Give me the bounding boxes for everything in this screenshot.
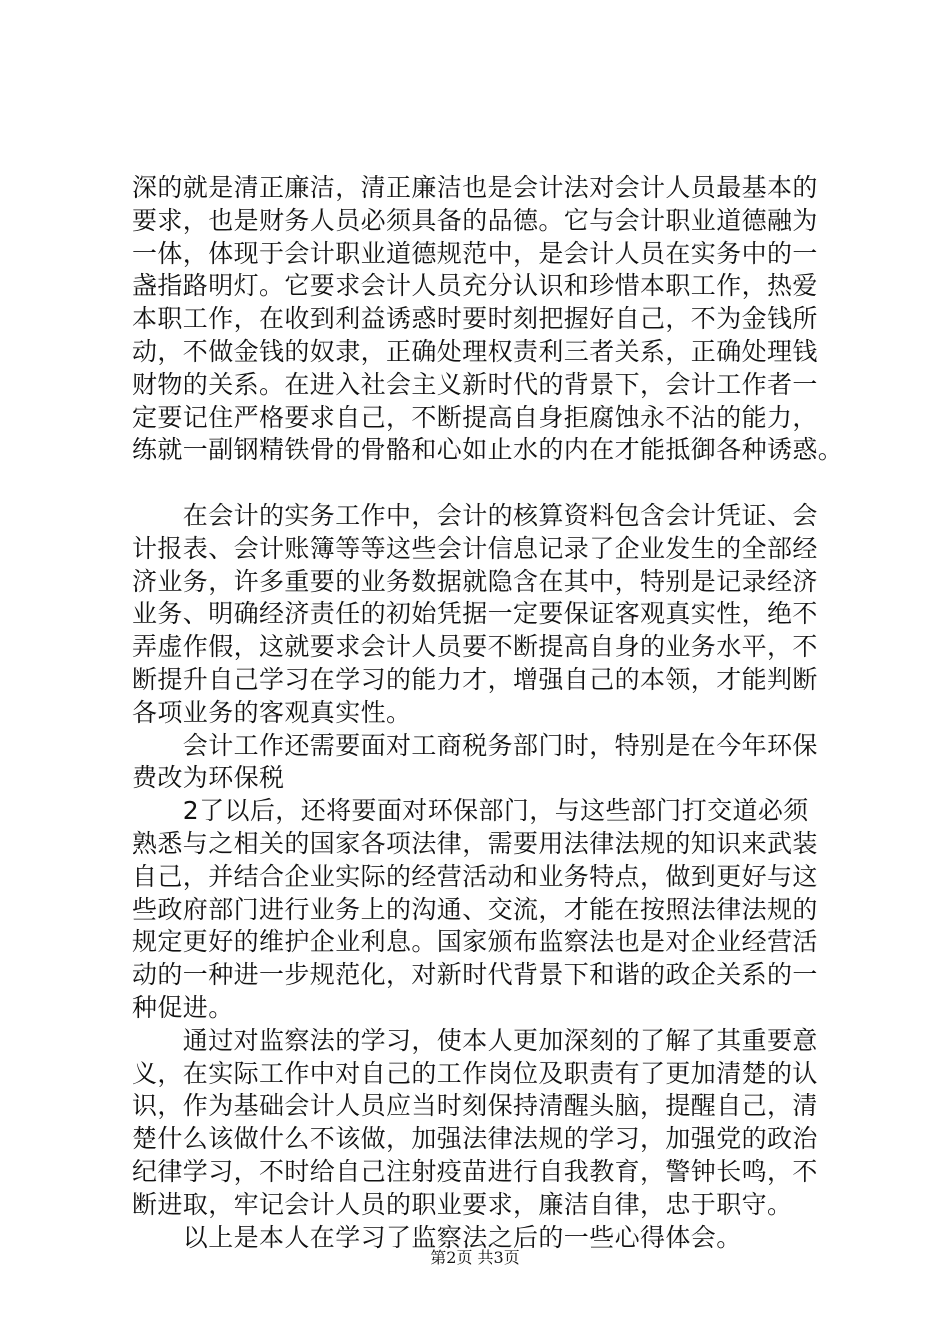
text-line: 规定更好的维护企业利息。国家颁布监察法也是对企业经营活 bbox=[132, 927, 818, 957]
text-line: 业务、明确经济责任的初始凭据一定要保证客观真实性，绝不 bbox=[132, 599, 818, 629]
text-line: 定要记住严格要求自己，不断提高自身拒腐蚀永不沾的能力， bbox=[132, 402, 818, 432]
text-line: 要求，也是财务人员必须具备的品德。它与会计职业道德融为 bbox=[132, 205, 818, 235]
text-line: 弄虚作假，这就要求会计人员要不断提高自身的业务水平，不 bbox=[132, 632, 818, 662]
text-line: 济业务，许多重要的业务数据就隐含在其中，特别是记录经济 bbox=[132, 566, 818, 596]
text-line: 通过对监察法的学习，使本人更加深刻的了解了其重要意 bbox=[132, 1025, 818, 1055]
paragraph-block-1 bbox=[132, 172, 844, 467]
paragraph-gap bbox=[132, 467, 832, 500]
text-line: 会计工作还需要面对工商税务部门时，特别是在今年环保 bbox=[132, 730, 818, 760]
text-line: 深的就是清正廉洁，清正廉洁也是会计法对会计人员最基本的 bbox=[132, 173, 818, 202]
text-line: 各项业务的客观真实性。 bbox=[132, 697, 412, 727]
text-line: 断进取，牢记会计人员的职业要求，廉洁自律，忠于职守。 bbox=[132, 1189, 793, 1219]
document-body bbox=[132, 172, 844, 1254]
text-line: 在会计的实务工作中，会计的核算资料包含会计凭证、会 bbox=[132, 500, 818, 530]
text-line: 费改为环保税 bbox=[132, 763, 285, 793]
text-line: 种促进。 bbox=[132, 992, 234, 1022]
text-line: 本职工作，在收到利益诱惑时要时刻把握好自己，不为金钱所 bbox=[132, 304, 818, 334]
text-line: 盏指路明灯。它要求会计人员充分认识和珍惜本职工作，热爱 bbox=[132, 271, 818, 301]
text-line: 断提升自己学习在学习的能力才，增强自己的本领，才能判断 bbox=[132, 664, 818, 694]
page-footer: 第2页 共3页 bbox=[430, 1248, 520, 1267]
text-line: 纪律学习，不时给自己注射疫苗进行自我教育，警钟长鸣，不 bbox=[132, 1156, 818, 1186]
text-line: 熟悉与之相关的国家各项法律，需要用法律法规的知识来武装 bbox=[132, 828, 818, 858]
text-line: 财物的关系。在进入社会主义新时代的背景下，会计工作者一 bbox=[132, 369, 818, 399]
text-line: 以上是本人在学习了监察法之后的一些心得体会。 bbox=[132, 1222, 742, 1252]
text-line: 2了以后，还将要面对环保部门，与这些部门打交道必须 bbox=[132, 796, 809, 826]
text-line: 一体，体现于会计职业道德规范中，是会计人员在实务中的一 bbox=[132, 238, 818, 268]
text-line: 练就一副钢精铁骨的骨骼和心如止水的内在才能抵御各种诱惑。 bbox=[132, 435, 844, 465]
text-line: 些政府部门进行业务上的沟通、交流，才能在按照法律法规的 bbox=[132, 894, 818, 924]
text-line: 识，作为基础会计人员应当时刻保持清醒头脑，提醒自己，清 bbox=[132, 1091, 818, 1121]
text-line: 自己，并结合企业实际的经营活动和业务特点，做到更好与这 bbox=[132, 861, 818, 891]
text-line: 义，在实际工作中对自己的工作岗位及职责有了更加清楚的认 bbox=[132, 1058, 818, 1088]
text-line: 动的一种进一步规范化，对新时代背景下和谐的政企关系的一 bbox=[132, 960, 818, 990]
text-line: 楚什么该做什么不该做，加强法律法规的学习，加强党的政治 bbox=[132, 1124, 818, 1154]
text-line: 动，不做金钱的奴隶，正确处理权责利三者关系，正确处理钱 bbox=[132, 336, 818, 366]
paragraph-block-2 bbox=[132, 500, 832, 1254]
text-line: 计报表、会计账簿等等这些会计信息记录了企业发生的全部经 bbox=[132, 533, 818, 563]
